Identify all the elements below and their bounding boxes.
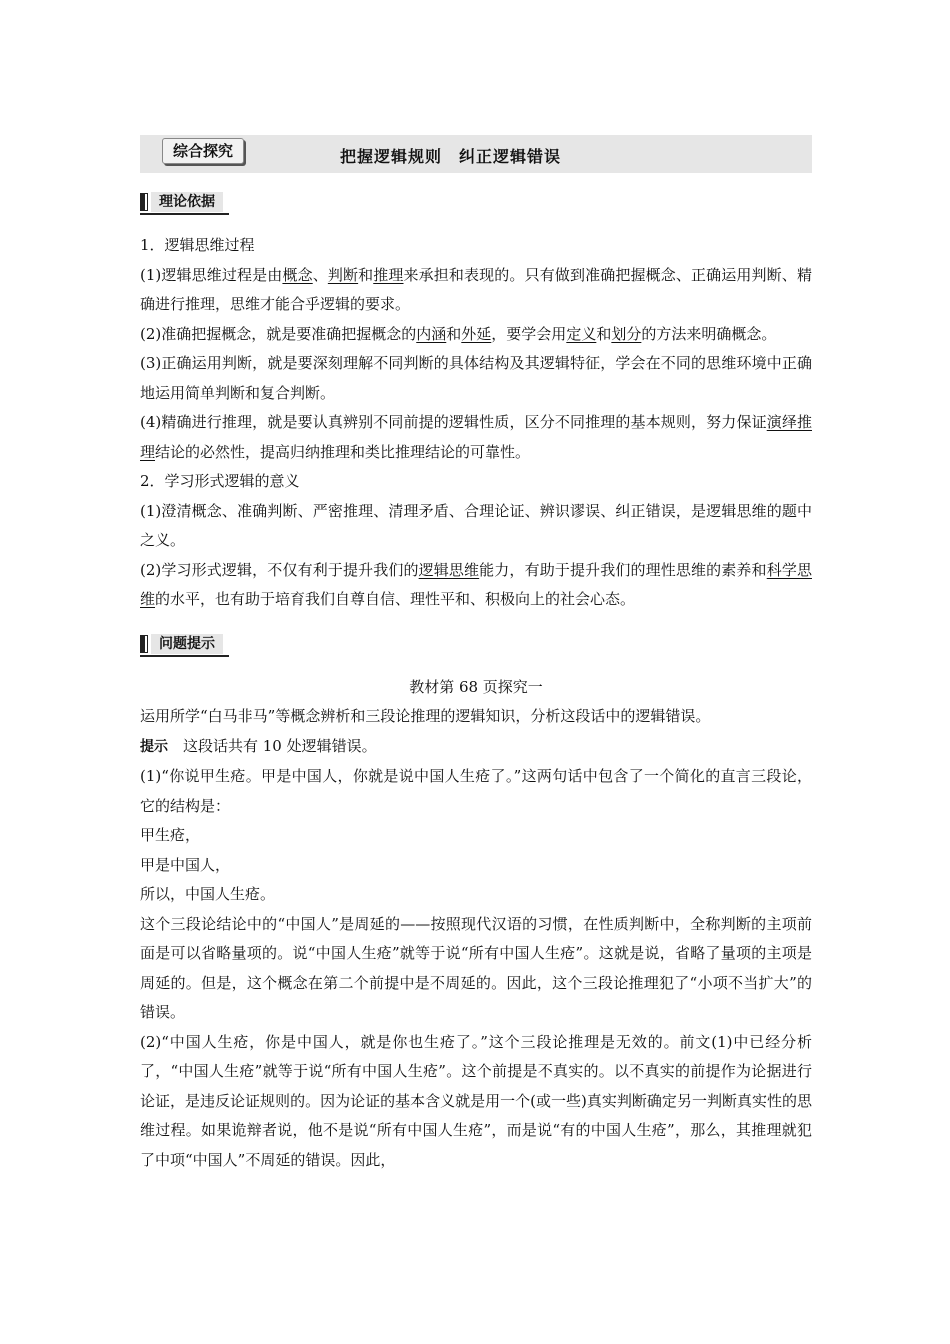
- text: 的方法来明确概念。: [641, 324, 777, 343]
- section-heading-hints: [140, 633, 229, 657]
- text: (2)学习形式逻辑，不仅有利于提升我们的: [140, 560, 419, 579]
- banner-title: 把握逻辑规则 纠正逻辑错误: [340, 147, 562, 166]
- text: 来承担和表现的。只有做到准确把握概念、正确运用判断、精确进行推理，思维才能合乎逻辑的要求。: [140, 265, 812, 313]
- text: 结论的必然性，提高归纳推理和类比推理结论的可靠性。: [155, 442, 531, 461]
- heading-marker-icon: [140, 193, 148, 211]
- paragraph-3: (3)正确运用判断，就是要深刻理解不同判断的具体结构及其逻辑特征，学会在不同的思维环境中正确地运用简单判断和复合判断。: [140, 354, 812, 402]
- section-heading-theory: [140, 191, 229, 215]
- paragraph-5: (1)澄清概念、准确判断、严密推理、清理矛盾、合理论证、辨识谬误、纠正错误，是逻辑思维的题中之义。: [140, 501, 812, 549]
- underlined-term: 划分: [611, 324, 642, 343]
- text: 能力，有助于提升我们的理性思维的素养和: [479, 560, 767, 579]
- underlined-term: 演绎推理: [140, 413, 812, 461]
- section-banner: [140, 135, 812, 173]
- text: 和: [596, 324, 612, 343]
- section-heading-label: 问题提示: [151, 634, 223, 654]
- underlined-term: 内涵: [416, 324, 447, 343]
- answer-paragraph-3: (2)“中国人生疮，你是中国人，就是你也生疮了。”这个三段论推理是无效的。前文(1)中已经分析了，“中国人生疮”就等于说“所有中国人生疮”。这个前提是不真实的。以不真实的前提作为论据进行论证，是违反论证规则的。因为论证的基本含义就是用一个(或一些)真实判断确定另一判断真实性的思维过程。如果诡辩者说，他不是说“所有中国人生疮”，而是说“有的中国人生疮”，那么，其推理就犯了中项“中国人”不周延的错误。因此，: [140, 1032, 812, 1169]
- textbook-reference-title: 教材第 68 页探究一: [409, 677, 543, 696]
- text: (4)精确进行推理，就是要认真辨别不同前提的逻辑性质，区分不同推理的基本规则，努力保证: [140, 413, 767, 431]
- underlined-term: 科学思维: [140, 560, 812, 608]
- heading-marker-icon: [140, 635, 148, 653]
- question-text: 运用所学“白马非马”等概念辨析和三段论推理的逻辑知识，分析这段话中的逻辑错误。: [140, 707, 711, 725]
- text: ，要学会用: [491, 324, 567, 343]
- paragraph-2: [140, 320, 812, 350]
- underlined-term: 推理: [373, 265, 404, 284]
- syllogism-line-2: 甲是中国人，: [140, 855, 231, 874]
- underlined-term: 概念: [282, 265, 313, 284]
- paragraph-1: [140, 261, 812, 320]
- answer-paragraph-2: 这个三段论结论中的“中国人”是周延的——按照现代汉语的习惯，在性质判断中，全称判断的主项前面是可以省略量项的。说“中国人生疮”就等于说“所有中国人生疮”。这就是说，省略了量项的主项是周延的。但是，这个概念在第二个前提中是不周延的。因此，这个三段论推理犯了“小项不当扩大”的错误。: [140, 914, 812, 1021]
- hint-line: [140, 732, 812, 763]
- subheading-formal-logic: 2．学习形式逻辑的意义: [140, 472, 300, 490]
- subheading-logic-process: 1．逻辑思维过程: [140, 236, 255, 254]
- hint-text: 这段话共有 10 处逻辑错误。: [168, 736, 377, 755]
- underlined-term: 定义: [566, 324, 597, 343]
- section-heading-label: 理论依据: [151, 192, 223, 212]
- syllogism-line-3: 所以，中国人生疮。: [140, 885, 276, 903]
- underlined-term: 外延: [461, 324, 492, 343]
- document-page: [140, 135, 812, 1175]
- underlined-term: 判断: [327, 265, 359, 284]
- answer-paragraph-1: (1)“你说甲生疮。甲是中国人，你就是说中国人生疮了。”这两句话中包含了一个简化的直言三段论，它的结构是：: [140, 767, 812, 815]
- text: (2)准确把握概念，就是要准确把握概念的: [140, 324, 417, 343]
- paragraph-6: [140, 556, 812, 615]
- text: (1)逻辑思维过程是由: [140, 265, 283, 284]
- syllogism-line-1: 甲生疮，: [140, 826, 201, 844]
- text: 的水平，也有助于培育我们自尊自信、理性平和、积极向上的社会心态。: [155, 590, 636, 608]
- paragraph-4: [140, 408, 812, 467]
- text: 和: [446, 324, 462, 343]
- text: 、: [312, 265, 328, 284]
- text: 和: [358, 265, 374, 284]
- underlined-term: 逻辑思维: [418, 560, 480, 579]
- hint-label: 提示: [140, 738, 168, 755]
- banner-tab-label: 综合探究: [162, 138, 244, 164]
